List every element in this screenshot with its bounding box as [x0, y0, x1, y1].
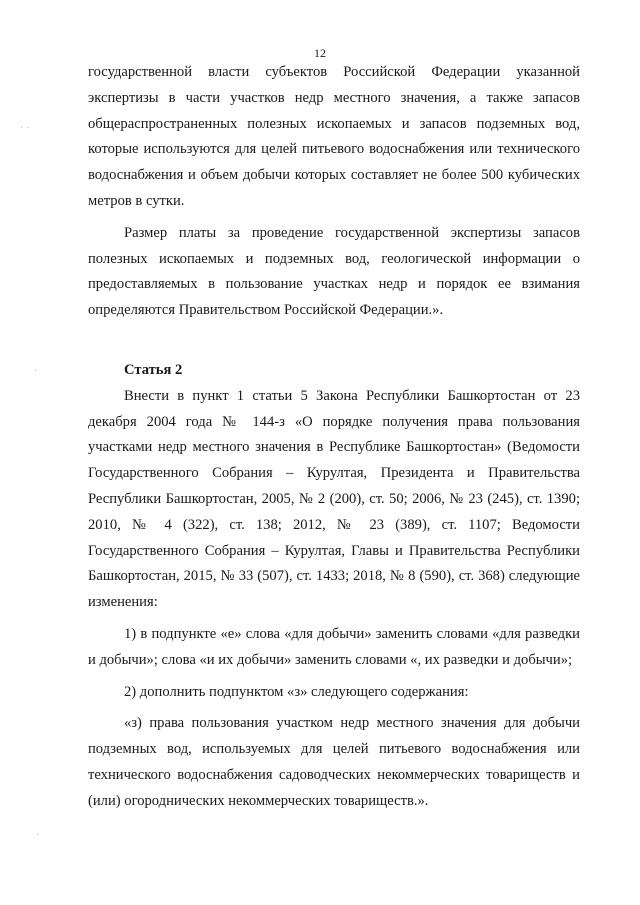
scan-artifact-mark: · [36, 830, 40, 841]
paragraph-amendment-2: 2) дополнить подпунктом «з» следующего содержания: [124, 683, 469, 700]
paragraph-amendments-intro: Внести в пункт 1 статьи 5 Закона Республики Башкортостан от 23 декабря 2004 года № 144-з «О порядке получения права пользования участками недр местного значения в Республике Башкортостан» (Ведомости Государственного Собрания – Курултая, Президента и Правительства Республики Башкортостан, 2005, № 2 (200), ст. 50; 2006, № 23 (245), ст. 1390; 2010, № 4 (322), ст. 138; 2012, № 23 (389), ст. 1107; Ведомости Государственного Собрания – Курултая, Главы и Правительства Республики Башкортостан, 2015, № 33 (507), ст. 1433; 2018, № 8 (590), ст. 368) следующие изменения: [88, 387, 580, 611]
paragraph-subclause-z: «з) права пользования участком недр местного значения для добычи подземных вод, используемых для целей питьевого водоснабжения или технического водоснабжения садоводческих некоммерческих товариществ и (или) огороднических некоммерческих товариществ.». [88, 715, 580, 809]
page-number: 12 [314, 46, 326, 60]
paragraph-amendment-1: 1) в подпункте «е» слова «для добычи» заменить словами «для разведки и добычи»; слова «и их добычи» заменить словами «, их разведки и добычи»; [88, 625, 580, 668]
paragraph-continuation: государственной власти субъектов Российской Федерации указанной экспертизы в части участков недр местного значения, а также запасов общераспространенных полезных ископаемых и запасов подземных вод, которые используются для целей питьевого водоснабжения или технического водоснабжения и объем добычи которых составляет не более 500 кубических метров в сутки. [88, 64, 580, 209]
scan-artifact-mark: · · [20, 123, 30, 134]
paragraph-fee-size: Размер платы за проведение государственной экспертизы запасов полезных ископаемых и подземных вод, геологической информации о предоставляемых в пользование участках недр и порядок ее взимания определяются Правительством Российской Федерации.». [88, 224, 580, 319]
scan-artifact-mark: · [34, 366, 38, 377]
article-heading: Статья 2 [124, 361, 183, 378]
document-body [88, 60, 580, 815]
